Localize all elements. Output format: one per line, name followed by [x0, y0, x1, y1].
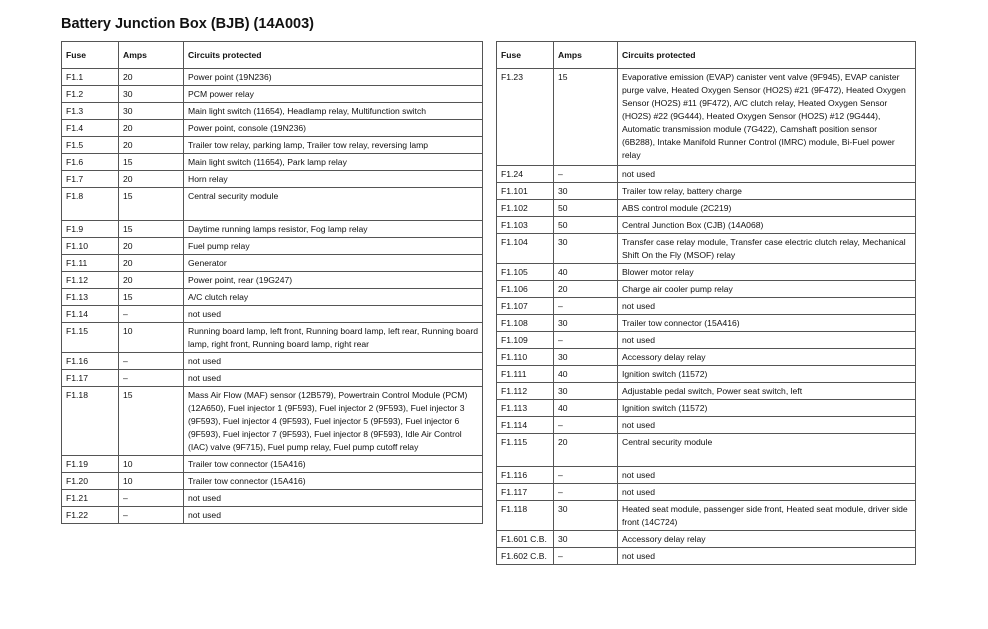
- amps-cell: 40: [554, 400, 618, 417]
- fuse-cell: F1.113: [497, 400, 554, 417]
- amps-cell: –: [554, 484, 618, 501]
- fuse-cell: F1.6: [62, 154, 119, 171]
- amps-cell: 20: [119, 272, 184, 289]
- circuits-cell: Central security module: [184, 188, 483, 221]
- fuse-cell: F1.19: [62, 456, 119, 473]
- table-row: [497, 200, 916, 217]
- circuits-cell: Mass Air Flow (MAF) sensor (12B579), Powertrain Control Module (PCM) (12A650), Fuel injector 1 (9F593), Fuel injector 2 (9F593), Fuel injector 3 (9F593), Fuel injector 4 (9F593), Fuel injector 5 (9F593), Fuel injector 6 (9F593), Fuel injector 7 (9F593), Fuel injector 8 (9F593), Idle Air Control (IAC) valve (9F715), Fuel pump relay, Fuel pump cutoff relay: [184, 387, 483, 456]
- circuits-cell: Main light switch (11654), Headlamp relay, Multifunction switch: [184, 103, 483, 120]
- table-row: [497, 315, 916, 332]
- amps-cell: 15: [119, 387, 184, 456]
- fuse-cell: F1.601 C.B.: [497, 531, 554, 548]
- circuits-cell: Ignition switch (11572): [618, 400, 916, 417]
- circuits-cell: Fuel pump relay: [184, 238, 483, 255]
- amps-cell: –: [554, 166, 618, 183]
- fuse-cell: F1.23: [497, 69, 554, 166]
- circuits-cell: Ignition switch (11572): [618, 366, 916, 383]
- table-row: [62, 171, 483, 188]
- circuits-cell: Daytime running lamps resistor, Fog lamp relay: [184, 221, 483, 238]
- circuits-cell: Accessory delay relay: [618, 349, 916, 366]
- fuse-table-right-body: [497, 69, 916, 565]
- amps-cell: –: [554, 548, 618, 565]
- table-row: [497, 417, 916, 434]
- amps-cell: 30: [554, 183, 618, 200]
- circuits-cell: not used: [184, 507, 483, 524]
- circuits-cell: not used: [184, 370, 483, 387]
- amps-cell: 20: [119, 255, 184, 272]
- table-row: [62, 323, 483, 353]
- amps-cell: 30: [119, 103, 184, 120]
- circuits-cell: not used: [618, 548, 916, 565]
- table-row: [497, 298, 916, 315]
- fuse-cell: F1.8: [62, 188, 119, 221]
- amps-cell: 30: [554, 315, 618, 332]
- table-row: [62, 188, 483, 221]
- table-row: [497, 349, 916, 366]
- amps-cell: 30: [554, 383, 618, 400]
- fuse-cell: F1.24: [497, 166, 554, 183]
- fuse-cell: F1.112: [497, 383, 554, 400]
- amps-cell: –: [119, 490, 184, 507]
- circuits-cell: not used: [618, 298, 916, 315]
- circuits-cell: Horn relay: [184, 171, 483, 188]
- fuse-cell: F1.12: [62, 272, 119, 289]
- circuits-cell: ABS control module (2C219): [618, 200, 916, 217]
- amps-cell: 20: [119, 238, 184, 255]
- fuse-cell: F1.22: [62, 507, 119, 524]
- table-row: [497, 166, 916, 183]
- amps-cell: –: [554, 298, 618, 315]
- fuse-cell: F1.602 C.B.: [497, 548, 554, 565]
- fuse-cell: F1.115: [497, 434, 554, 467]
- fuse-cell: F1.105: [497, 264, 554, 281]
- circuits-cell: Adjustable pedal switch, Power seat switch, left: [618, 383, 916, 400]
- fuse-table-left-body: [62, 69, 483, 524]
- amps-cell: 15: [119, 221, 184, 238]
- table-row: [62, 221, 483, 238]
- amps-cell: 20: [119, 69, 184, 86]
- amps-cell: 40: [554, 264, 618, 281]
- column-header-amps: Amps: [554, 42, 618, 69]
- circuits-cell: Transfer case relay module, Transfer case electric clutch relay, Mechanical Shift On the Fly (MSOF) relay: [618, 234, 916, 264]
- column-header-circuits: Circuits protected: [184, 42, 483, 69]
- amps-cell: 10: [119, 473, 184, 490]
- amps-cell: –: [554, 467, 618, 484]
- fuse-cell: F1.21: [62, 490, 119, 507]
- table-row: [62, 353, 483, 370]
- column-header-circuits: Circuits protected: [618, 42, 916, 69]
- table-row: [62, 69, 483, 86]
- table-row: [62, 306, 483, 323]
- fuse-cell: F1.2: [62, 86, 119, 103]
- fuse-cell: F1.111: [497, 366, 554, 383]
- circuits-cell: Central security module: [618, 434, 916, 467]
- circuits-cell: Blower motor relay: [618, 264, 916, 281]
- column-header-fuse: Fuse: [497, 42, 554, 69]
- fuse-cell: F1.4: [62, 120, 119, 137]
- amps-cell: 20: [119, 137, 184, 154]
- fuse-cell: F1.15: [62, 323, 119, 353]
- table-row: [497, 183, 916, 200]
- amps-cell: –: [119, 507, 184, 524]
- table-row: [62, 154, 483, 171]
- amps-cell: –: [119, 306, 184, 323]
- circuits-cell: Generator: [184, 255, 483, 272]
- circuits-cell: Power point (19N236): [184, 69, 483, 86]
- fuse-cell: F1.3: [62, 103, 119, 120]
- circuits-cell: Central Junction Box (CJB) (14A068): [618, 217, 916, 234]
- fuse-table-left: [61, 41, 483, 524]
- circuits-cell: not used: [184, 490, 483, 507]
- fuse-cell: F1.110: [497, 349, 554, 366]
- amps-cell: –: [554, 332, 618, 349]
- circuits-cell: not used: [618, 417, 916, 434]
- fuse-cell: F1.103: [497, 217, 554, 234]
- fuse-cell: F1.116: [497, 467, 554, 484]
- fuse-cell: F1.5: [62, 137, 119, 154]
- table-row: [62, 289, 483, 306]
- table-row: [497, 332, 916, 349]
- table-row: [62, 473, 483, 490]
- table-row: [497, 69, 916, 166]
- amps-cell: 30: [554, 349, 618, 366]
- amps-cell: 20: [119, 120, 184, 137]
- table-row: [62, 507, 483, 524]
- table-header-row: [62, 42, 483, 69]
- fuse-cell: F1.114: [497, 417, 554, 434]
- table-row: [62, 456, 483, 473]
- amps-cell: –: [119, 370, 184, 387]
- fuse-cell: F1.118: [497, 501, 554, 531]
- fuse-cell: F1.101: [497, 183, 554, 200]
- table-row: [497, 281, 916, 298]
- fuse-cell: F1.13: [62, 289, 119, 306]
- table-row: [62, 490, 483, 507]
- circuits-cell: Power point, rear (19G247): [184, 272, 483, 289]
- fuse-cell: F1.14: [62, 306, 119, 323]
- table-row: [62, 272, 483, 289]
- page-title: Battery Junction Box (BJB) (14A003): [61, 16, 314, 32]
- circuits-cell: Main light switch (11654), Park lamp relay: [184, 154, 483, 171]
- amps-cell: 50: [554, 217, 618, 234]
- fuse-cell: F1.18: [62, 387, 119, 456]
- circuits-cell: not used: [618, 484, 916, 501]
- fuse-cell: F1.7: [62, 171, 119, 188]
- circuits-cell: Power point, console (19N236): [184, 120, 483, 137]
- amps-cell: 15: [119, 289, 184, 306]
- circuits-cell: Heated seat module, passenger side front, Heated seat module, driver side front (14C724): [618, 501, 916, 531]
- circuits-cell: not used: [184, 353, 483, 370]
- table-header-row: [497, 42, 916, 69]
- circuits-cell: Trailer tow connector (15A416): [184, 456, 483, 473]
- amps-cell: 15: [119, 154, 184, 171]
- table-row: [497, 548, 916, 565]
- fuse-cell: F1.108: [497, 315, 554, 332]
- fuse-cell: F1.9: [62, 221, 119, 238]
- fuse-cell: F1.1: [62, 69, 119, 86]
- circuits-cell: PCM power relay: [184, 86, 483, 103]
- amps-cell: 20: [554, 281, 618, 298]
- amps-cell: 30: [554, 501, 618, 531]
- table-row: [497, 366, 916, 383]
- amps-cell: 30: [554, 531, 618, 548]
- table-row: [497, 400, 916, 417]
- fuse-cell: F1.16: [62, 353, 119, 370]
- fuse-cell: F1.104: [497, 234, 554, 264]
- column-header-amps: Amps: [119, 42, 184, 69]
- column-header-fuse: Fuse: [62, 42, 119, 69]
- circuits-cell: Trailer tow relay, parking lamp, Trailer tow relay, reversing lamp: [184, 137, 483, 154]
- fuse-cell: F1.117: [497, 484, 554, 501]
- fuse-cell: F1.107: [497, 298, 554, 315]
- table-row: [497, 484, 916, 501]
- table-row: [62, 238, 483, 255]
- fuse-cell: F1.17: [62, 370, 119, 387]
- table-row: [497, 434, 916, 467]
- amps-cell: 30: [119, 86, 184, 103]
- fuse-cell: F1.10: [62, 238, 119, 255]
- table-row: [62, 103, 483, 120]
- fuse-cell: F1.106: [497, 281, 554, 298]
- table-row: [497, 467, 916, 484]
- table-row: [62, 387, 483, 456]
- circuits-cell: Running board lamp, left front, Running board lamp, left rear, Running board lamp, right front, Running board lamp, right rear: [184, 323, 483, 353]
- amps-cell: 10: [119, 456, 184, 473]
- circuits-cell: not used: [618, 467, 916, 484]
- fuse-cell: F1.11: [62, 255, 119, 272]
- amps-cell: –: [554, 417, 618, 434]
- circuits-cell: Accessory delay relay: [618, 531, 916, 548]
- table-row: [497, 217, 916, 234]
- amps-cell: –: [119, 353, 184, 370]
- amps-cell: 20: [554, 434, 618, 467]
- amps-cell: 30: [554, 234, 618, 264]
- table-row: [497, 501, 916, 531]
- amps-cell: 10: [119, 323, 184, 353]
- table-row: [497, 264, 916, 281]
- table-row: [62, 120, 483, 137]
- amps-cell: 15: [554, 69, 618, 166]
- amps-cell: 50: [554, 200, 618, 217]
- circuits-cell: Trailer tow relay, battery charge: [618, 183, 916, 200]
- fuse-cell: F1.20: [62, 473, 119, 490]
- table-row: [497, 234, 916, 264]
- amps-cell: 40: [554, 366, 618, 383]
- fuse-table-right: [496, 41, 916, 565]
- amps-cell: 15: [119, 188, 184, 221]
- table-row: [62, 255, 483, 272]
- circuits-cell: Trailer tow connector (15A416): [184, 473, 483, 490]
- table-row: [62, 137, 483, 154]
- circuits-cell: Evaporative emission (EVAP) canister vent valve (9F945), EVAP canister purge valve, Heated Oxygen Sensor (HO2S) #21 (9F472), Heated Oxygen Sensor (HO2S) #11 (9F472), A/C clutch relay, Heated Oxygen Sensor (HO2S) #22 (9G444), Heated Oxygen Sensor (HO2S) #12 (9G444), Automatic transmission module (7G422), Camshaft position sensor (6B288), Intake Manifold Runner Control (IMRC) module, Bi-Fuel power relay: [618, 69, 916, 166]
- circuits-cell: A/C clutch relay: [184, 289, 483, 306]
- table-row: [62, 370, 483, 387]
- circuits-cell: Charge air cooler pump relay: [618, 281, 916, 298]
- circuits-cell: Trailer tow connector (15A416): [618, 315, 916, 332]
- table-row: [497, 531, 916, 548]
- circuits-cell: not used: [618, 332, 916, 349]
- fuse-cell: F1.109: [497, 332, 554, 349]
- fuse-cell: F1.102: [497, 200, 554, 217]
- circuits-cell: not used: [618, 166, 916, 183]
- table-row: [497, 383, 916, 400]
- circuits-cell: not used: [184, 306, 483, 323]
- amps-cell: 20: [119, 171, 184, 188]
- table-row: [62, 86, 483, 103]
